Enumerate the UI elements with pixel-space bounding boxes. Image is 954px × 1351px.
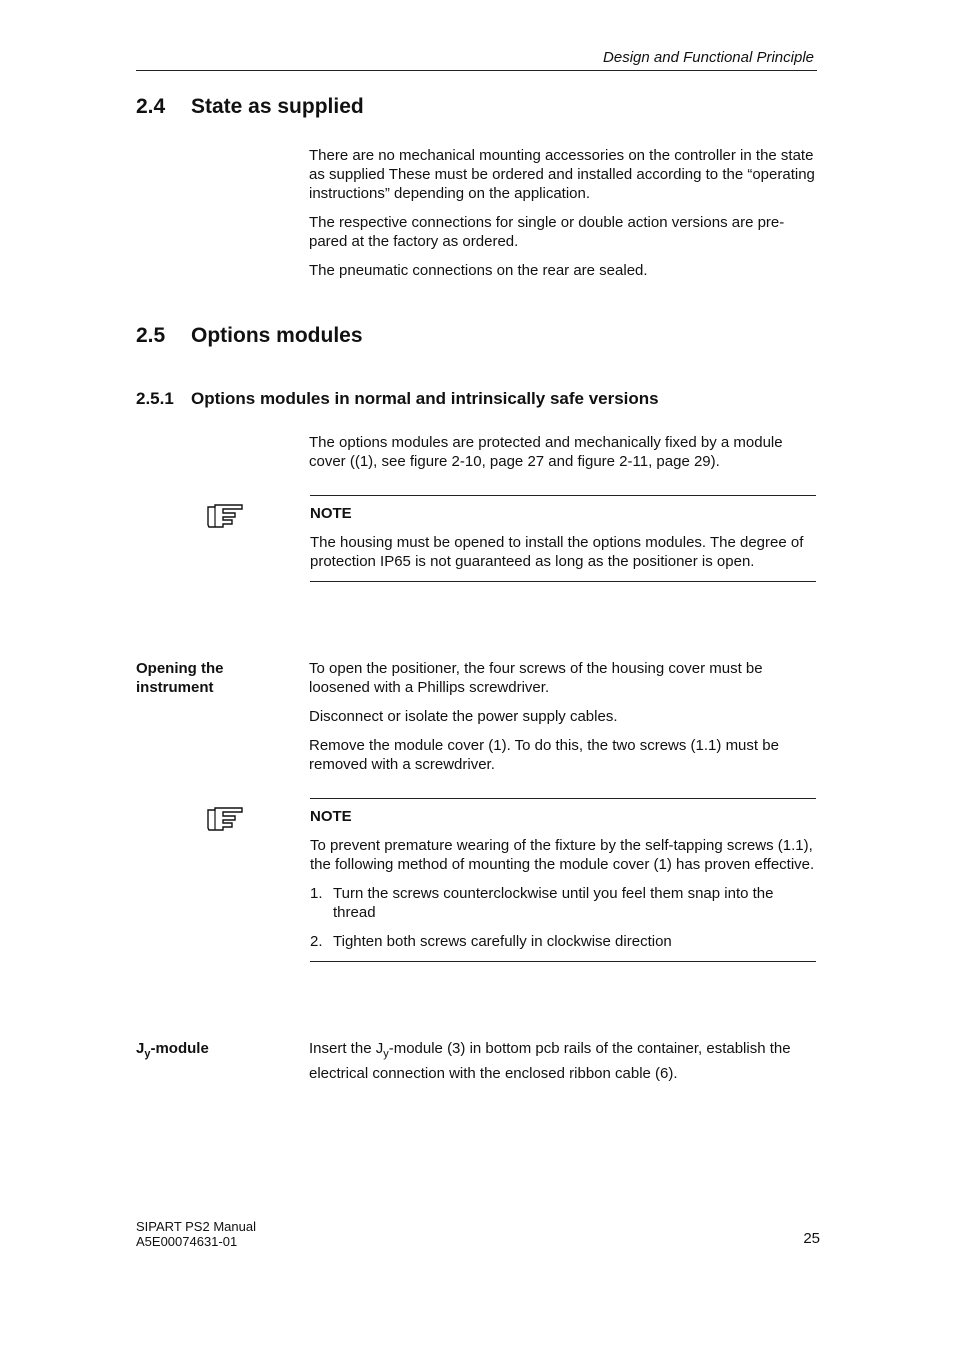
paragraph	[309, 1039, 819, 1083]
heading-2-5	[136, 324, 363, 348]
side-label-jy-module	[136, 1039, 296, 1064]
text-part: Insert the J	[309, 1040, 384, 1057]
heading-2-5-1	[136, 389, 659, 409]
heading-title: State as supplied	[191, 95, 364, 118]
running-header: Design and Functional Principle	[603, 49, 814, 66]
note-title: NOTE	[310, 505, 352, 522]
footer-line: SIPART PS2 Manual	[136, 1219, 256, 1234]
side-label-line: instrument	[136, 679, 214, 696]
header-rule	[136, 70, 817, 71]
heading-2-4	[136, 95, 364, 119]
step-text: Tighten both screws carefully in clockwise direction	[333, 933, 672, 950]
step-number: 2.	[310, 933, 323, 950]
pointing-hand-icon	[205, 503, 245, 529]
list-item	[310, 884, 816, 922]
paragraph: There are no mechanical mounting accessories on the controller in the state as supplied These must be ordered and installed according to the “operating instructions” depending on the application.	[309, 147, 815, 202]
page-number: 25	[803, 1230, 820, 1247]
note-box	[310, 495, 816, 582]
label-part: J	[136, 1040, 145, 1057]
footer-doc-info	[136, 1219, 256, 1249]
text-part: -module (3) in bottom pcb rails of the container, establish the electrical connection with the enclosed ribbon cable (6).	[309, 1040, 791, 1082]
note-steps	[310, 884, 816, 951]
heading-title: Options modules	[191, 324, 363, 347]
note-text: The housing must be opened to install the options modules. The degree of protection IP65 is not guaranteed as long as the positioner is open.	[310, 534, 804, 570]
opening-body	[309, 659, 819, 784]
heading-number: 2.5.1	[136, 389, 174, 408]
side-label-opening	[136, 659, 296, 697]
side-label-line: Opening the	[136, 660, 224, 677]
paragraph: Disconnect or isolate the power supply cables.	[309, 708, 618, 725]
paragraph: To open the positioner, the four screws of the housing cover must be loosened with a Phillips screwdriver.	[309, 660, 763, 696]
list-item	[310, 932, 816, 951]
step-text: Turn the screws counterclockwise until you feel them snap into the thread	[333, 885, 774, 921]
paragraph: The options modules are protected and mechanically fixed by a module cover ((1), see figure 2-10, page 27 and figure 2-11, page 29).	[309, 434, 783, 470]
paragraph: The pneumatic connections on the rear are sealed.	[309, 262, 648, 279]
section-2-4-body	[309, 146, 819, 290]
pointing-hand-icon	[205, 806, 245, 832]
section-2-5-1-body	[309, 433, 819, 481]
label-part: -module	[150, 1040, 209, 1057]
text-subscript: y	[383, 1048, 389, 1060]
label-subscript: y	[144, 1048, 151, 1060]
paragraph: Remove the module cover (1). To do this, the two screws (1.1) must be removed with a screwdriver.	[309, 737, 779, 773]
note-text: To prevent premature wearing of the fixture by the self-tapping screws (1.1), the following method of mounting the module cover (1) has proven effective.	[310, 837, 815, 873]
jy-module-body	[309, 1039, 819, 1093]
step-number: 1.	[310, 885, 323, 902]
heading-title: Options modules in normal and intrinsically safe versions	[191, 389, 659, 408]
heading-number: 2.5	[136, 324, 166, 347]
footer-line: A5E00074631-01	[136, 1234, 238, 1249]
note-box	[310, 798, 816, 962]
paragraph: The respective connections for single or double action versions are pre-pared at the factory as ordered.	[309, 214, 785, 250]
heading-number: 2.4	[136, 95, 166, 118]
note-title: NOTE	[310, 808, 352, 825]
